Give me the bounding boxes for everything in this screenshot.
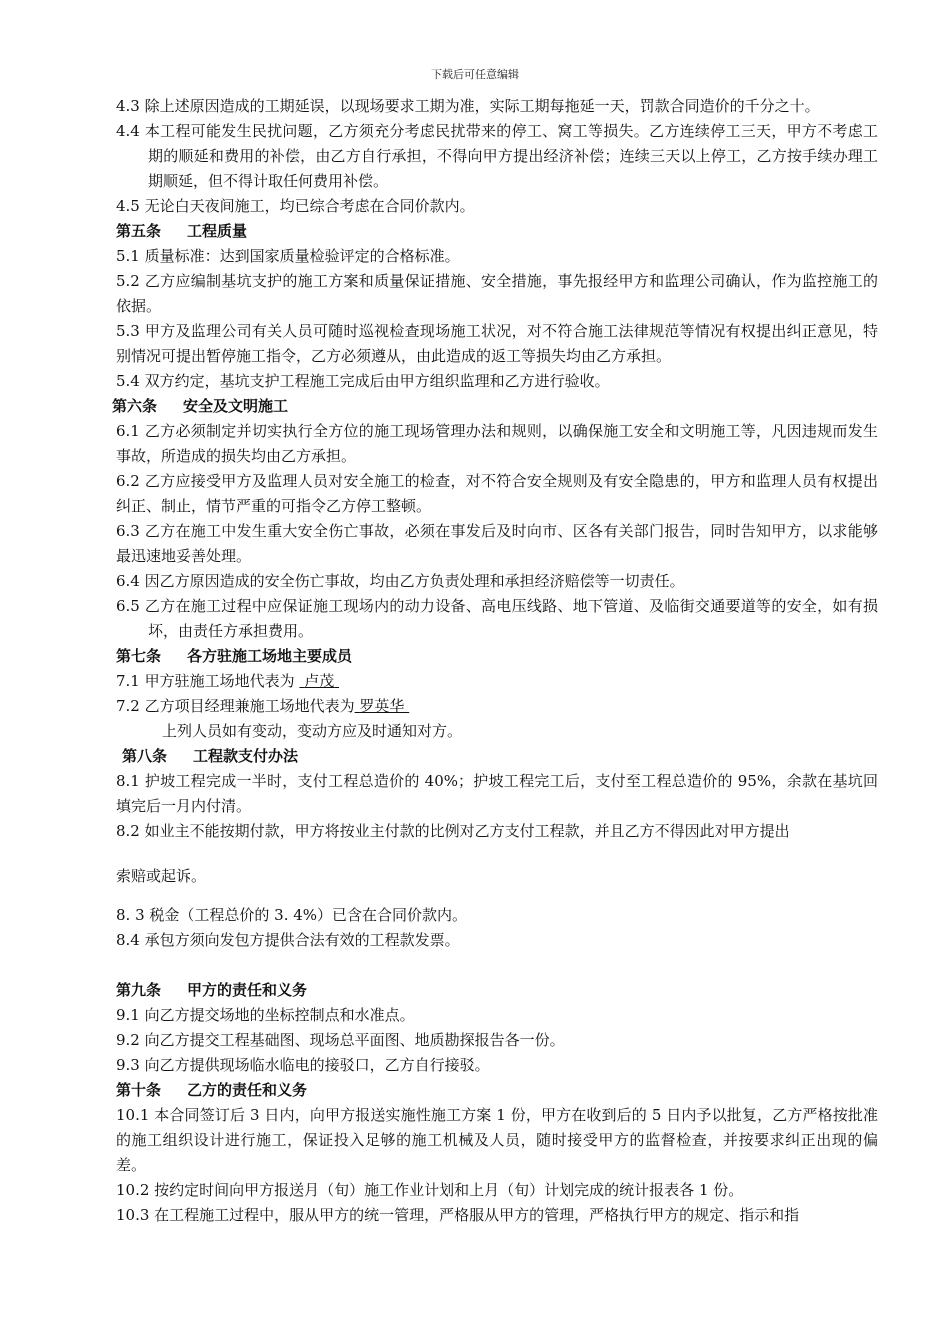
- clause-8-4: 8.4 承包方须向发包方提供合法有效的工程款发票。: [116, 931, 460, 949]
- article-9-heading: [116, 978, 878, 1003]
- clause-8-3: 8. 3 税金（工程总价的 3. 4%）已含在合同价款内。: [116, 906, 468, 924]
- article-number: 第八条: [122, 747, 168, 765]
- clause-6-4: 6.4 因乙方原因造成的安全伤亡事故，均由乙方负责处理和承担经济赔偿等一切责任。: [116, 572, 685, 590]
- clause-5-3: 5.3 甲方及监理公司有关人员可随时巡视检查现场施工状况，对不符合施工法律规范等情况有权提出纠正意见，特别情况可提出暂停施工指令，乙方必须遵从，由此造成的返工等损失均由乙方承担。: [116, 322, 878, 365]
- clause-label: 7.1 甲方驻施工场地代表为: [116, 672, 295, 690]
- page-header: 下载后可任意编辑: [431, 68, 519, 81]
- article-title: 工程款支付办法: [193, 747, 299, 765]
- clause-6-5: 6.5 乙方在施工过程中应保证施工现场内的动力设备、高电压线路、地下管道、及临街交通要道等的安全，如有损坏，由责任方承担费用。: [116, 597, 878, 640]
- representative-name: 罗英华: [359, 697, 405, 715]
- article-8-heading: [122, 744, 878, 769]
- clause-9-2: 9.2 向乙方提交工程基础图、现场总平面图、地质勘探报告各一份。: [116, 1031, 565, 1049]
- clause-7-note: 上列人员如有变动，变动方应及时通知对方。: [162, 722, 463, 740]
- article-title: 安全及文明施工: [183, 397, 289, 415]
- article-number: 第十条: [116, 1081, 162, 1099]
- clause-7-1: [116, 669, 878, 694]
- article-title: 工程质量: [187, 222, 248, 240]
- clause-label: 7.2 乙方项目经理兼施工场地代表为: [116, 697, 355, 715]
- clause-9-3: 9.3 向乙方提供现场临水临电的接驳口，乙方自行接驳。: [116, 1056, 490, 1074]
- article-title: 甲方的责任和义务: [187, 981, 308, 999]
- clause-8-1: 8.1 护坡工程完成一半时，支付工程总造价的 40%；护坡工程完工后，支付至工程总造价的 95%，余款在基坑回填完后一月内付清。: [116, 772, 878, 815]
- contract-body: [112, 94, 878, 1228]
- clause-10-3: 10.3 在工程施工过程中，服从甲方的统一管理，严格服从甲方的管理，严格执行甲方的规定、指示和指: [116, 1206, 800, 1224]
- article-number: 第七条: [116, 647, 162, 665]
- article-number: 第六条: [112, 397, 158, 415]
- article-title: 乙方的责任和义务: [187, 1081, 308, 1099]
- clause-8-2: 8.2 如业主不能按期付款，甲方将按业主付款的比例对乙方支付工程款，并且乙方不得因此对甲方提出: [116, 822, 790, 840]
- article-10-heading: [116, 1078, 878, 1103]
- clause-5-1: 5.1 质量标准：达到国家质量检验评定的合格标准。: [116, 247, 460, 265]
- clause-6-3: 6.3 乙方在施工中发生重大安全伤亡事故，必须在事发后及时向市、区各有关部门报告，同时告知甲方，以求能够最迅速地妥善处理。: [116, 522, 878, 565]
- clause-5-2: 5.2 乙方应编制基坑支护的施工方案和质量保证措施、安全措施，事先报经甲方和监理公司确认，作为监控施工的依据。: [116, 272, 878, 315]
- clause-6-1: 6.1 乙方必须制定并切实执行全方位的施工现场管理办法和规则，以确保施工安全和文明施工等，凡因违规而发生事故，所造成的损失均由乙方承担。: [116, 422, 878, 465]
- clause-4-5: 4.5 无论白天夜间施工，均已综合考虑在合同价款内。: [116, 197, 475, 215]
- clause-4-3: 4.3 除上述原因造成的工期延误，以现场要求工期为准，实际工期每拖延一天，罚款合同造价的千分之十。: [116, 97, 820, 115]
- clause-4-4: 4.4 本工程可能发生民扰问题，乙方须充分考虑民扰带来的停工、窝工等损失。乙方连续停工三天，甲方不考虑工期的顺延和费用的补偿，由乙方自行承担，不得向甲方提出经济补偿；连续三天以上停工，乙方按手续办理工期顺延，但不得计取任何费用补偿。: [116, 122, 878, 190]
- article-number: 第五条: [116, 222, 162, 240]
- representative-name: 卢茂: [304, 672, 335, 690]
- clause-5-4: 5.4 双方约定，基坑支护工程施工完成后由甲方组织监理和乙方进行验收。: [116, 372, 610, 390]
- clause-6-2: 6.2 乙方应接受甲方及监理人员对安全施工的检查，对不符合安全规则及有安全隐患的，甲方和监理人员有权提出纠正、制止，情节严重的可指令乙方停工整顿。: [116, 472, 878, 515]
- article-title: 各方驻施工场地主要成员: [187, 647, 353, 665]
- article-5-heading: [116, 219, 878, 244]
- clause-10-2: 10.2 按约定时间向甲方报送月（旬）施工作业计划和上月（旬）计划完成的统计报表各 1 份。: [116, 1181, 744, 1199]
- article-7-heading: [116, 644, 878, 669]
- clause-10-1: 10.1 本合同签订后 3 日内，向甲方报送实施性施工方案 1 份，甲方在收到后的 5 日内予以批复，乙方严格按批准的施工组织设计进行施工，保证投入足够的施工机械及人员，随时接受甲方的监督检查，并按要求纠正出现的偏差。: [116, 1106, 878, 1174]
- clause-9-1: 9.1 向乙方提交场地的坐标控制点和水准点。: [116, 1006, 415, 1024]
- clause-7-2: [116, 694, 878, 719]
- article-6-heading: [112, 394, 878, 419]
- article-number: 第九条: [116, 981, 162, 999]
- clause-8-2-cont: 索赔或起诉。: [116, 867, 207, 885]
